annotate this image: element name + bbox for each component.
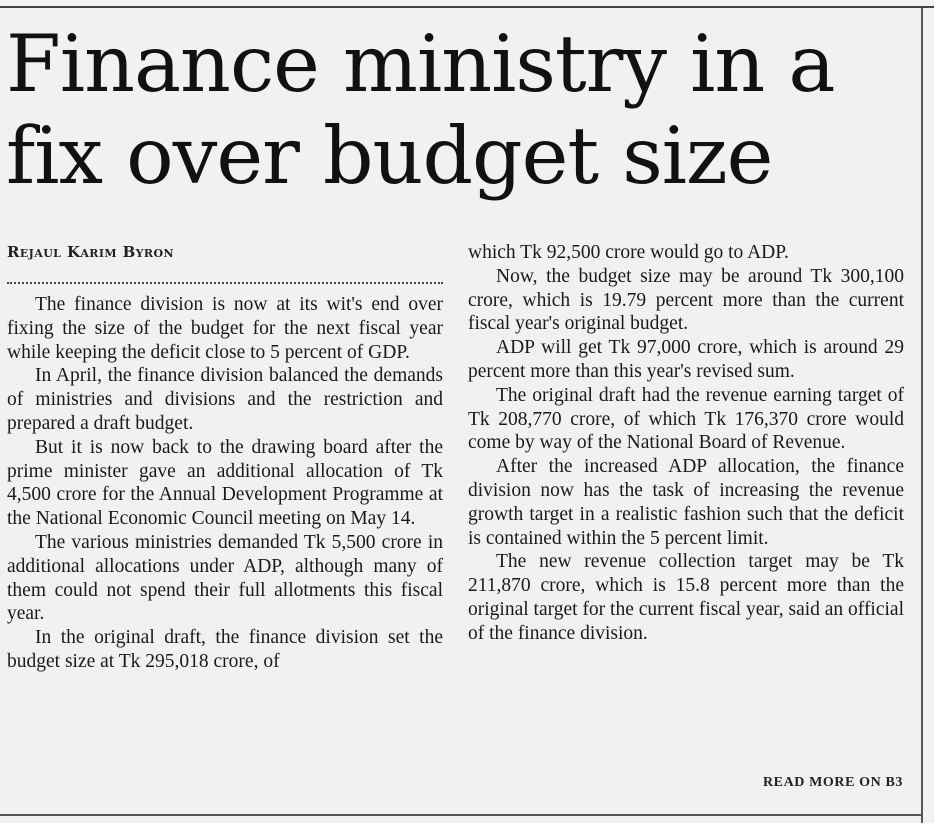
paragraph: The finance division is now at its wit's end over fixing the size of the budget for the next fiscal year while keeping the deficit close to 5 percent of GDP. [7, 294, 443, 363]
headline: Finance ministry in a fix over budget size [6, 18, 835, 202]
column-rule [921, 8, 923, 823]
paragraph: ADP will get Tk 97,000 crore, which is around 29 percent more than this year's revised sum. [468, 337, 904, 382]
paragraph: which Tk 92,500 crore would go to ADP. [468, 242, 789, 263]
body-column-right [468, 241, 904, 646]
byline-divider [7, 282, 443, 284]
paragraph: The original draft had the revenue earning target of Tk 208,770 crore, of which Tk 176,370 crore would come by way of the National Board of Revenue. [468, 384, 904, 454]
body-column-left [7, 293, 443, 674]
byline: Rejaul Karim Byron [7, 243, 174, 261]
paragraph: The various ministries demanded Tk 5,500 crore in additional allocations under ADP, although many of them could not spend their full allotments this fiscal year. [7, 531, 443, 625]
paragraph: Now, the budget size may be around Tk 300,100 crore, which is 19.79 percent more than the current fiscal year's original budget. [468, 265, 904, 335]
paragraph: But it is now back to the drawing board after the prime minister gave an additional allocation of Tk 4,500 crore for the Annual Development Programme at the National Economic Council meeting on May 14. [7, 436, 443, 530]
paragraph: The new revenue collection target may be Tk 211,870 crore, which is 15.8 percent more than the original target for the current fiscal year, said an official of the finance division. [468, 551, 904, 644]
paragraph: After the increased ADP allocation, the finance division now has the task of increasing the revenue growth target in a realistic fashion such that the deficit is contained within the 5 percent limit. [468, 456, 904, 549]
read-more-link[interactable]: READ MORE ON B3 [762, 775, 903, 790]
paragraph: In April, the finance division balanced the demands of ministries and divisions and the restriction and prepared a draft budget. [7, 365, 443, 434]
paragraph: In the original draft, the finance division set the budget size at Tk 295,018 crore, of [7, 627, 443, 672]
bottom-rule [0, 814, 921, 816]
top-rule [0, 6, 934, 8]
